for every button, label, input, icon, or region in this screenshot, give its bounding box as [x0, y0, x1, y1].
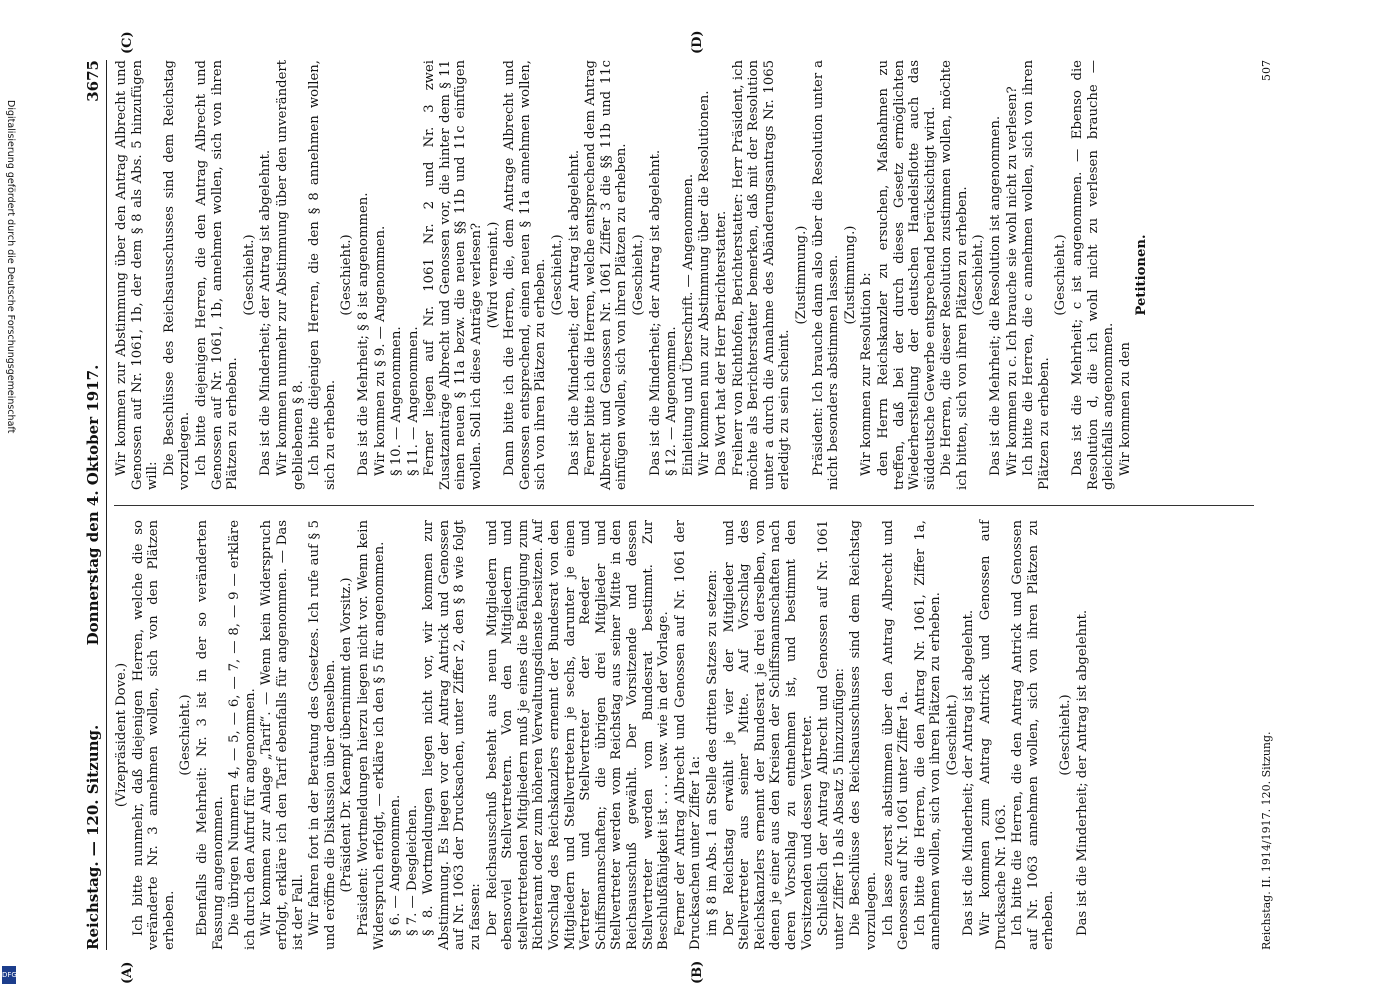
paragraph: Das ist die Minderheit; der Antrag ist abgelehnt. [258, 149, 274, 476]
paragraph: (Geschieht.) [178, 694, 194, 776]
digitization-credit-text: Digitalisierung gefördert durch die Deutsche Forschungsgemeinschaft [5, 100, 16, 434]
paragraph: Ferner liegen auf Nr. 1061 Nr. 2 und Nr. 3 zwei Zusatzanträge Albrecht und Genossen vor, die hinter dem § 11 einen neuen § 11a bezw. die neuen §§ 11b und 11c einfügen wollen. Soll ich diese Anträge verlesen? [422, 60, 485, 490]
document-page [80, 30, 1300, 984]
paragraph: (Zustimmung.) [793, 225, 809, 325]
paragraph: Ich lasse zuerst abstimmen über den Antrag Albrecht und Genossen auf Nr. 1061 unter Ziffer 1a. [880, 520, 912, 950]
paragraph: Ferner der Antrag Albrecht und Genossen auf Nr. 1061 der Drucksachen unter Ziffer 1a: [672, 520, 704, 950]
paragraph: § 12. — Angenommen. [664, 326, 680, 476]
paragraph: Das ist die Minderheit; der Antrag ist abgelehnt. [1074, 609, 1090, 936]
right-column [114, 60, 1151, 490]
paragraph: Das ist die Mehrheit; § 8 ist angenommen. [355, 192, 371, 476]
header-session: Reichstag. — 120. Sitzung. [84, 724, 102, 950]
footer-page: 507 [1260, 60, 1273, 81]
paragraph: Wir kommen zu den [1117, 342, 1133, 476]
paragraph: (Präsident Dr. Kaempf übernimmt den Vorsitz.) [339, 577, 355, 893]
paragraph: (Geschieht.) [944, 694, 960, 776]
paragraph: Das Wort hat der Herr Berichterstatter. [713, 210, 729, 476]
paragraph: Die übrigen Nummern 4, — 5, — 6, — 7, — 8, — 9 — erkläre ich durch den Aufruf für angenommen. [227, 520, 258, 950]
paragraph: Die Beschlüsse des Reichsausschusses sind dem Reichstag vorzulegen. [848, 520, 879, 950]
margin-marker-d: (D) [690, 30, 705, 54]
paragraph: (Geschieht.) [1058, 694, 1074, 776]
paragraph: im § 8 im Abs. 1 an Stelle des dritten Satzes zu setzen: [704, 569, 720, 936]
paragraph: Präsident: Wortmeldungen hierzu liegen nicht vor. Wenn kein Widerspruch erfolgt, — erkläre ich den § 5 für angenommen. [355, 520, 387, 950]
paragraph: Wir kommen zur Anlage „Tarif“. — Wenn kein Widerspruch erfolgt, erkläre ich den Tarif ebenfalls für angenommen. — Das ist der Fall. [259, 520, 306, 950]
paragraph: Das ist die Minderheit; der Antrag ist abgelehnt. [566, 149, 582, 476]
header-page-number: 3675 [84, 60, 102, 102]
paragraph: Wir kommen zur Resolution b: [859, 272, 875, 476]
paragraph: Freiherr von Richthofen, Berichterstatter: Herr Präsident, ich möchte als Berichterstatter bemerken, daß mit der Resolution unter a durch die Annahme des Abänderungsantrags Nr. 1065 erledigt zu sein scheint. [730, 60, 793, 490]
paragraph: § 8. Wortmeldungen liegen nicht vor, wir kommen zur Abstimmung. Es liegen vor der Antrag Antrick und Genossen auf Nr. 1063 der Drucksachen, unter Ziffer 2, den § 8 wie folgt zu fassen: [421, 520, 484, 950]
paragraph: Ich bitte diejenigen Herren, die den Antrag Albrecht und Genossen auf Nr. 1061, 1b, annehmen wollen, sich von ihren Plätzen zu erheben. [193, 60, 241, 490]
paragraph: (Geschieht.) [241, 234, 257, 316]
header-date: Donnerstag den 4. Oktober 1917. [84, 364, 102, 646]
paragraph: Die Beschlüsse des Reichsausschusses sind dem Reichstag vorzulegen. [161, 60, 193, 490]
paragraph: § 6. — Angenommen. [388, 794, 404, 936]
paragraph: Ich bitte die Herren, die den Antrag Antrick und Genossen auf Nr. 1063 annehmen wollen, sich von ihren Plätzen zu erheben. [1010, 520, 1057, 950]
footer-signature: Reichstag. II. 1914/1917. 120. Sitzung. [1260, 731, 1273, 950]
paragraph: Das ist die Mehrheit; c ist angenommen. — Ebenso die Resolution d, die ich wohl nicht zu verlesen brauche — gleichfalls angenommen. [1070, 60, 1117, 490]
paragraph: Das ist die Minderheit; der Antrag ist abgelehnt. [961, 609, 977, 936]
paragraph: Ich bitte die Herren, die den Antrag Nr. 1061, Ziffer 1a, annehmen wollen, sich von ihren Plätzen zu erheben. [912, 520, 944, 950]
paragraph: Die Herren, die dieser Resolution zustimmen wollen, möchte ich bitten, sich von ihren Plätzen zu erheben. [939, 60, 970, 490]
paragraph: Ich bitte nunmehr, daß diejenigen Herren, welche die so veränderte Nr. 3 annehmen wollen, sich von den Plätzen erheben. [130, 520, 177, 950]
paragraph: (Vizepräsident Dove.) [114, 662, 129, 808]
paragraph: Einleitung und Überschrift. — Angenommen. [680, 173, 696, 476]
paragraph: (Geschieht.) [550, 234, 566, 316]
paragraph: (Zustimmung.) [842, 225, 858, 325]
left-column [114, 520, 1091, 950]
rotated-page [84, 30, 1300, 1000]
paragraph: Das ist die Mehrheit; die Resolution ist angenommen. [988, 115, 1004, 476]
paragraph: Wir kommen nunmehr zur Abstimmung über den unverändert gebliebenen § 8. [274, 60, 306, 490]
paragraph: Wir kommen zur Abstimmung über den Antrag Albrecht und Genossen auf Nr. 1061, 1b, der dem § 8 als Abs. 5 hinzufügen will: [114, 60, 161, 490]
paragraph: Ebenfalls die Mehrheit: Nr. 3 ist in der so veränderten Fassung angenommen. [194, 520, 226, 950]
paragraph: Wir fahren fort in der Beratung des Gesetzes. Ich rufe auf § 5 und eröffne die Diskussion über denselben. [307, 520, 338, 950]
paragraph: (Geschieht.) [339, 234, 355, 316]
paragraph: § 7. — Desgleichen. [404, 804, 420, 936]
paragraph: (Geschieht.) [1053, 234, 1069, 316]
paragraph: Dann bitte ich die Herren, die, dem Antrage Albrecht und Genossen entsprechend, einen neuen § 11a annehmen wollen, sich von ihren Plätzen zu erheben. [502, 60, 549, 490]
paragraph: Präsident: Ich brauche dann also über die Resolution unter a nicht besonders abstimmen lassen. [810, 60, 842, 490]
paragraph: Wir kommen zu § 9. — Angenommen. [372, 225, 388, 476]
digitization-credit [4, 100, 18, 1000]
column-divider [114, 505, 1254, 506]
paragraph: Ich bitte diejenigen Herren, die den § 8 annehmen wollen, sich zu erheben. [307, 60, 338, 490]
paragraph: Der Reichstag erwählt je vier der Mitglieder und Stellvertreter aus seiner Mitte. Auf Vorschlag des Reichskanzlers ernennt der Bundesrat je drei derselben, von denen je einer aus den Kreisen der Schiffsmannschaften nach deren Vorschlag zu entnehmen ist, und bestimmt den Vorsitzenden und dessen Vertreter. [721, 520, 815, 950]
paragraph: Wir kommen nun zur Abstimmung über die Resolutionen. [697, 90, 713, 476]
paragraph: Petitionen. [1134, 234, 1150, 316]
dfg-logo: DFG [2, 966, 16, 984]
paragraph: den Herrn Reichskanzler zu ersuchen, Maßnahmen zu treffen, daß bei der durch dieses Gesetz ermöglichten Wiederherstellung der deutschen Handelsflotte auch das süddeutsche Gewerbe entsprechend berücksichtigt wird. [875, 60, 938, 490]
margin-marker-b: (B) [690, 960, 705, 984]
paragraph: § 10. — Angenommen. [389, 326, 405, 476]
margin-marker-a: (A) [120, 961, 135, 984]
paragraph: Schließlich der Antrag Albrecht und Genossen auf Nr. 1061 unter Ziffer 1b als Absatz 5 hinzuzufügen: [816, 520, 847, 950]
paragraph: § 11. — Angenommen. [405, 326, 421, 476]
paragraph: (Geschieht.) [971, 234, 987, 316]
paragraph: Wir kommen zu c. Ich brauche sie wohl nicht zu verlesen? [1004, 86, 1020, 476]
paragraph: Ich bitte die Herren, die c annehmen wollen, sich von ihren Plätzen zu erheben. [1021, 60, 1052, 490]
margin-marker-c: (C) [120, 31, 135, 54]
paragraph: (Wird verneint.) [485, 221, 501, 329]
paragraph: Das ist die Minderheit; der Antrag ist abgelehnt. [647, 149, 663, 476]
paragraph: Der Reichsausschuß besteht aus neun Mitgliedern und ebensoviel Stellvertretern. Von den Mitgliedern und stellvertretenden Mitgliedern muß je eines die Befähigung zum Richteramt oder zum höheren Verwaltungsdienste besitzen. Auf Vorschlag des Reichskanzlers ernennt der Bundesrat von den Mitgliedern und Stellvertretern je sechs, darunter je einen Vertreter und Stellvertreter der Reeder und Schiffsmannschaften; die übrigen drei Mitglieder und Stellvertreter werden vom Reichstag aus seiner Mitte in den Reichsausschuß gewählt. Der Vorsitzende und dessen Stellvertreter werden vom Bundesrat bestimmt. Zur Beschlußfähigkeit ist . . . . usw. wie in der Vorlage. [484, 520, 672, 950]
paragraph: (Geschieht.) [631, 234, 646, 316]
paragraph: Ferner bitte ich die Herren, welche entsprechend dem Antrag Albrecht und Genossen Nr. 1061 Ziffer 3 die §§ 11b und 11c einfügen wollen, sich von ihren Plätzen zu erheben. [583, 60, 630, 490]
paragraph: Wir kommen zum Antrag Antrick und Genossen auf Drucksache Nr. 1063. [978, 520, 1009, 950]
running-header [80, 60, 107, 950]
